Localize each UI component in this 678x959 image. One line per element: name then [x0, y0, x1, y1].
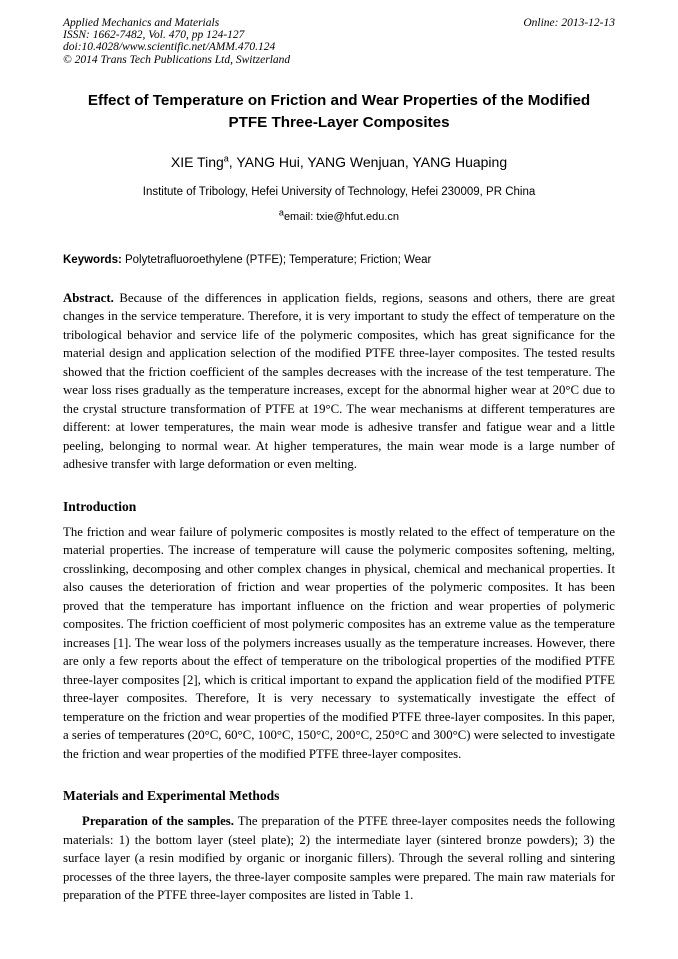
section-heading-introduction: Introduction [63, 498, 137, 514]
email-superscript: a [278, 207, 284, 218]
doi-line: doi:10.4028/www.scientific.net/AMM.470.124 [63, 41, 276, 54]
journal-header-left [63, 17, 290, 66]
section-heading-methods: Materials and Experimental Methods [63, 788, 280, 804]
authors-line [63, 154, 615, 171]
paper-title: Effect of Temperature on Friction and Wear Properties of the Modified PTFE Three-Layer Composites [87, 91, 591, 131]
abstract-label: Abstract. [63, 290, 114, 305]
issn-line: ISSN: 1662-7482, Vol. 470, pp 124-127 [63, 29, 245, 42]
author-first: XIE Ting [170, 153, 224, 170]
journal-name: Applied Mechanics and Materials [63, 17, 220, 29]
introduction-paragraph: The friction and wear failure of polymeric composites is mostly related to the effect of temperature on the material properties. The increase of temperature will cause the polymeric composites softening, melting, crosslinking, decomposing and other complex changes in physical, chemical and mechanical properties. It also causes the deterioration of friction and wear properties of the polymeric composites. It has been proved that the temperature has important influence on the friction and wear properties of polymeric composites. The friction coefficient of most polymeric composites has an extreme value as the temperature increases [1]. The wear loss of the polymers increases usually as the temperature increases. However, there are only a few reports about the effect of temperature on the tribological properties of the modified PTFE three-layer composites [2], which is critical important to expand the application field of the modified PTFE three-layer composites. Therefore, It is very necessary to systematically investigate the effect of temperature on the friction and wear properties of the modified PTFE three-layer composites. In this paper, a series of temperatures (20°C, 60°C, 100°C, 150°C, 200°C, 250°C and 300°C) were selected to investigate the friction and wear properties of the modified PTFE three-layer composites. [63, 524, 615, 761]
online-date: Online: 2013-12-13 [523, 17, 615, 29]
preparation-label: Preparation of the samples. [82, 814, 234, 829]
abstract-text: Because of the differences in application fields, regions, seasons and others, there are great changes in the service temperature. Therefore, it is very important to study the effect of temperature on the tribological behavior and service life of the polymeric composites, which has great significance for the material design and application selection of the modified PTFE three-layer composites. The tested results showed that the friction coefficient of the samples decreases with the increase of the test temperature. The wear loss rises gradually as the temperature increases, except for the abnormal higher wear at 20°C due to the crystal structure transformation of PTFE at 19°C. The wear mechanisms at different temperatures are different: at lower temperatures, the main wear mode is adhesive transfer and fatigue wear and a little peeling, belonging to normal wear. At higher temperatures, the main wear mode is a large number of adhesive transfer with large deformation or even melting. [63, 290, 615, 472]
abstract-paragraph [63, 289, 615, 474]
preparation-text: The preparation of the PTFE three-layer composites needs the following materials: 1) the bottom layer (steel plate); 2) the intermediate layer (sintered bronze powders); 3) the surface layer (a resin modified by organic or inorganic fillers). Through the several rolling and sintering processes of the three layers, the three-layer composite samples were prepared. The main raw materials for preparation of the PTFE three-layer composites are listed in Table 1. [63, 814, 615, 903]
journal-header [63, 17, 615, 66]
email-line [63, 207, 615, 224]
copyright-line: © 2014 Trans Tech Publications Ltd, Switzerland [63, 53, 291, 66]
preparation-paragraph [63, 812, 615, 905]
keywords-label: Keywords: [63, 253, 122, 266]
authors-rest: , YANG Hui, YANG Wenjuan, YANG Huaping [228, 153, 508, 170]
author-affiliation-superscript: a [223, 153, 229, 164]
keywords-line [63, 253, 615, 268]
affiliation: Institute of Tribology, Hefei University of Technology, Hefei 230009, PR China [142, 185, 536, 198]
keywords-text: Polytetrafluoroethylene (PTFE); Temperature; Friction; Wear [121, 253, 432, 266]
email-text: email: txie@hfut.edu.cn [283, 210, 400, 223]
